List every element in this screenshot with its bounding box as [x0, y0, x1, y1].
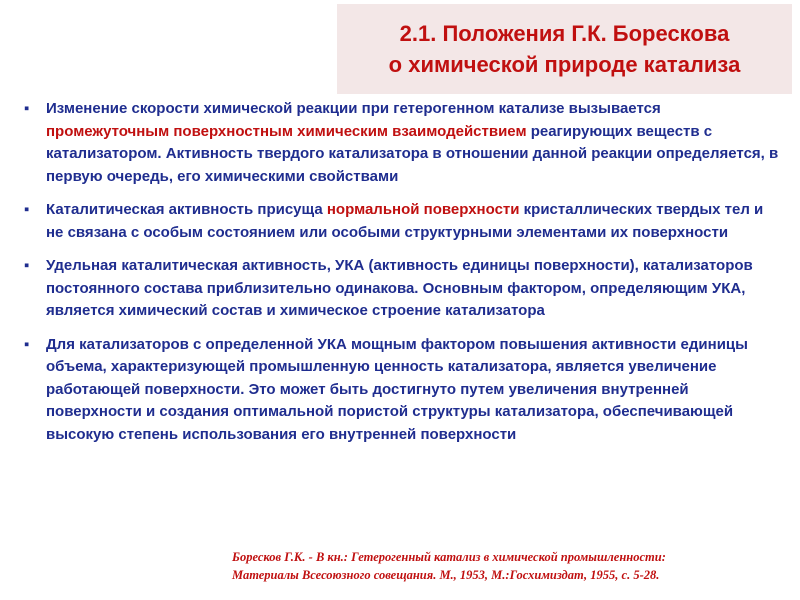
bullet-item-2 — [20, 199, 780, 244]
bullet-text: реагирующих веществ с катализатором. Активность твердого катализатора в отношении данной реакции определяется, в первую очередь, его химическими свойствами — [46, 122, 779, 185]
bullet-text: Изменение скорости химической реакции при гетерогенном катализе вызывается — [46, 100, 661, 117]
bullet-text: кристаллических твердых тел и не связана с особым состоянием или особыми структурными элементами их поверхности — [46, 201, 764, 241]
slide-title-line-2: о химической природе катализа — [388, 52, 741, 77]
bullet-text: Для катализаторов с определенной УКА мощным фактором повышения активности единицы объема, характеризующей промышленную ценность катализатора, является увеличение работающей поверхности. Это может быть достигнуто путем увеличения внутренней поверхности и создания оптимальной пористой структуры катализатора, обеспечивающей высокую степень использования его внутренней поверхности — [46, 335, 748, 443]
highlighted-phrase: промежуточным поверхностным химическим взаимодействием — [46, 122, 527, 140]
bullet-text: Каталитическая активность присуща — [46, 201, 327, 218]
bullet-item-3 — [20, 255, 780, 323]
slide-title-line-1: 2.1. Положения Г.К. Борескова — [399, 21, 730, 46]
square-bullet-icon: ▪ — [24, 100, 30, 117]
reference-line-1: Боресков Г.К. - В кн.: Гетерогенный катализ в химической промышленности: — [232, 550, 666, 564]
reference-line-2: Материалы Всесоюзного совещания. М., 1953, М.:Госхимиздат, 1955, с. 5-28. — [232, 568, 660, 582]
slide-title-box — [337, 4, 792, 94]
bullet-item-1 — [20, 98, 780, 188]
source-reference — [232, 548, 792, 584]
bullet-list — [20, 98, 780, 457]
square-bullet-icon: ▪ — [24, 335, 30, 353]
bullet-text: Удельная каталитическая активность, УКА (активность единицы поверхности), катализаторов постоянного состава приблизительно одинакова. Основным фактором, определяющим УКА, является химический состав и химическое строение катализатора — [46, 257, 753, 319]
square-bullet-icon: ▪ — [24, 257, 30, 274]
square-bullet-icon: ▪ — [24, 201, 30, 218]
bullet-item-4 — [20, 334, 780, 447]
highlighted-phrase: нормальной поверхности — [326, 201, 520, 218]
